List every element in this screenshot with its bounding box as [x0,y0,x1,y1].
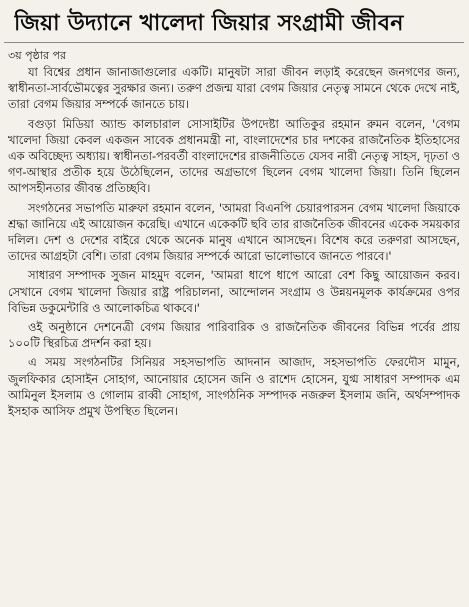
continuation-note: ৩য় পৃষ্ঠার পর [8,49,67,62]
cropped-next-line [8,598,460,607]
paragraph: সাধারণ সম্পাদক সুজন মাহমুদ বলেন, 'আমরা ধাপে ধাপে আরো বেশ কিছু আয়োজন করব। সেখানে বেগম খালেদা জিয়ার রাষ্ট্র পরিচালনা, আন্দোলন সংগ্রাম ও উন্নয়নমূলক কার্যক্রমের ওপর বিভিন্ন ডকুমেন্টারি ও আলোকচিত্র থাকবে।' [8,268,460,315]
paragraph: যা বিশ্বের প্রধান জানাজাগুলোর একটি। মানুষটা সারা জীবন লড়াই করেছেন জনগণের জন্য, স্বাধীনতা-সার্বভৌমত্বের সুরক্ষার জন্য। তরুণ প্রজন্ম যারা বেগম জিয়ার নেতৃত্ব সামনে থেকে দেখে নাই, তারা বেগম জিয়ার সম্পর্কে জানতে চায়। [8,65,460,112]
paragraph: সংগঠনের সভাপতি মারুফা রহমান বলেন, 'আমরা বিএনপি চেয়ারপারসন বেগম খালেদা জিয়াকে শ্রদ্ধা জানিয়ে এই আয়োজন করেছি। এখানে একেকটি ছবি তার রাজনৈতিক জীবনের একেক সময়কার দলিল। দেশ ও দেশের বাইরে থেকে অনেক মানুষ এখানে আসছেন। বিশেষ করে তরুণরা আসছেন, তাদের আগ্রহটা বেশি। তারা বেগম জিয়ার সম্পর্কে আরো ভালোভাবে জানতে পারবে।' [8,200,460,264]
article-body [8,64,460,602]
paragraph: বগুড়া মিডিয়া অ্যান্ড কালচারাল সোসাইটির উপদেষ্টা আতিকুর রহমান রুমন বলেন, 'বেগম খালেদা জিয়া কেবল একজন সাবেক প্রধানমন্ত্রী না, বাংলাদেশের চার দশকের রাজনৈতিক ইতিহাসের এক অবিচ্ছেদ্য অধ্যায়। স্বাধীনতা-পরবর্তী বাংলাদেশের রাজনীতিতে যেসব নারী নেতৃত্ব সাহস, দৃঢ়তা ও গণ-আস্থার প্রতীক হয়ে উঠেছিলেন, তাদের অগ্রভাগে ছিলেন বেগম খালেদা জিয়া। তিনি ছিলেন আপসহীনতার জীবন্ত প্রতিচ্ছবি। [8,116,460,196]
paragraph: ওই অনুষ্ঠানে দেশনেত্রী বেগম জিয়ার পারিবারিক ও রাজনৈতিক জীবনের বিভিন্ন পর্বের প্রায় ১০০টি স্থিরচিত্র প্রদর্শন করা হয়। [8,320,460,351]
headline-divider [4,42,464,43]
headline: জিয়া উদ্যানে খালেদা জিয়ার সংগ্রামী জীবন [14,11,404,36]
paragraph: এ সময় সংগঠনটির সিনিয়র সহসভাপতি আদনান আজাদ, সহসভাপতি ফেরদৌস মামুন, জুলফিকার হোসাইন সোহাগ, আনোয়ার হোসেন জনি ও রাশেদ হোসেন, যুগ্ম সাধারণ সম্পাদক এম আমিনুল ইসলাম ও গোলাম রাব্বী সোহাগ, সাংগঠনিক সম্পাদক নজরুল ইসলাম জনি, অর্থসম্পাদক ইসহাক আসিফ প্রমুখ উপস্থিত ছিলেন। [8,355,460,419]
